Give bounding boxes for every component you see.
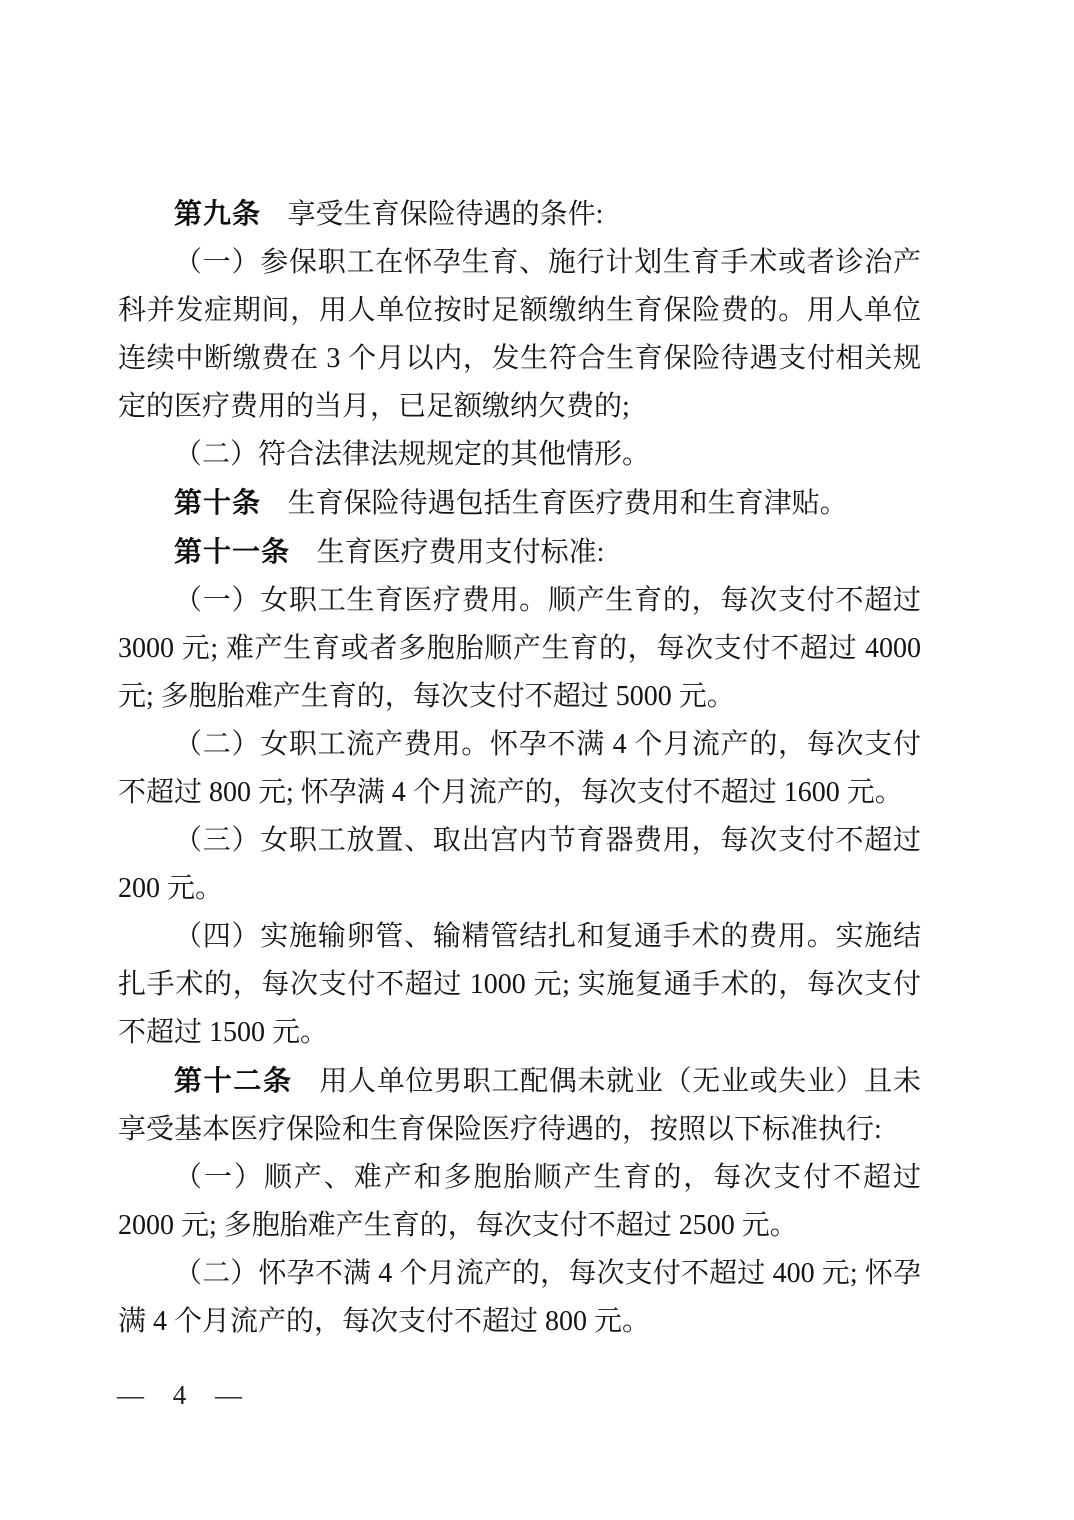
article-12-number: 第十二条 xyxy=(174,1065,293,1096)
article-11-item-1 xyxy=(118,577,921,721)
article-12-heading xyxy=(118,1057,921,1154)
article-11-number: 第十一条 xyxy=(174,536,291,567)
article-9-item-2 xyxy=(118,431,921,479)
document-body xyxy=(118,190,921,1346)
article-12-text: 用人单位男职工配偶未就业（无业或失业）且未享受基本医疗保险和生育保险医疗待遇的，按照以下标准执行: xyxy=(118,1066,921,1145)
article-9-item-1 xyxy=(118,239,921,431)
paragraph-text: （三）女职工放置、取出宫内节育器费用，每次支付不超过 200 元。 xyxy=(118,825,921,904)
article-12-item-2 xyxy=(118,1250,921,1346)
article-10-text: 生育保险待遇包括生育医疗费用和生育津贴。 xyxy=(287,488,848,519)
paragraph-text: （四）实施输卵管、输精管结扎和复通手术的费用。实施结扎手术的，每次支付不超过 1000 元; 实施复通手术的，每次支付不超过 1500 元。 xyxy=(118,921,921,1048)
paragraph-text: （二）女职工流产费用。怀孕不满 4 个月流产的，每次支付不超过 800 元; 怀孕满 4 个月流产的，每次支付不超过 1600 元。 xyxy=(118,729,921,808)
article-11-heading xyxy=(118,528,921,577)
article-9-heading xyxy=(118,190,921,239)
paragraph-text: （一）参保职工在怀孕生育、施行计划生育手术或者诊治产科并发症期间，用人单位按时足额缴纳生育保险费的。用人单位连续中断缴费在 3 个月以内，发生符合生育保险待遇支付相关规定的医疗费用的当月，已足额缴纳欠费的; xyxy=(118,247,921,422)
article-10-number: 第十条 xyxy=(174,487,262,518)
article-11-item-4 xyxy=(118,913,921,1057)
paragraph-text: （一）女职工生育医疗费用。顺产生育的，每次支付不超过 3000 元; 难产生育或者多胞胎顺产生育的，每次支付不超过 4000 元; 多胞胎难产生育的，每次支付不超过 5000 元。 xyxy=(118,585,921,712)
article-9-number: 第九条 xyxy=(174,198,262,229)
page-number: — 4 — xyxy=(117,1380,242,1410)
paragraph-text: （二）怀孕不满 4 个月流产的，每次支付不超过 400 元; 怀孕满 4 个月流产的，每次支付不超过 800 元。 xyxy=(118,1258,921,1337)
article-9-title: 享受生育保险待遇的条件: xyxy=(287,199,604,230)
paragraph-text: （二）符合法律法规规定的其他情形。 xyxy=(174,439,651,470)
article-12-item-1 xyxy=(118,1154,921,1250)
article-10-heading xyxy=(118,479,921,528)
article-11-item-2 xyxy=(118,721,921,817)
article-11-item-3 xyxy=(118,817,921,913)
paragraph-text: （一）顺产、难产和多胞胎顺产生育的，每次支付不超过 2000 元; 多胞胎难产生育的，每次支付不超过 2500 元。 xyxy=(118,1162,921,1241)
article-11-title: 生育医疗费用支付标准: xyxy=(316,537,605,568)
